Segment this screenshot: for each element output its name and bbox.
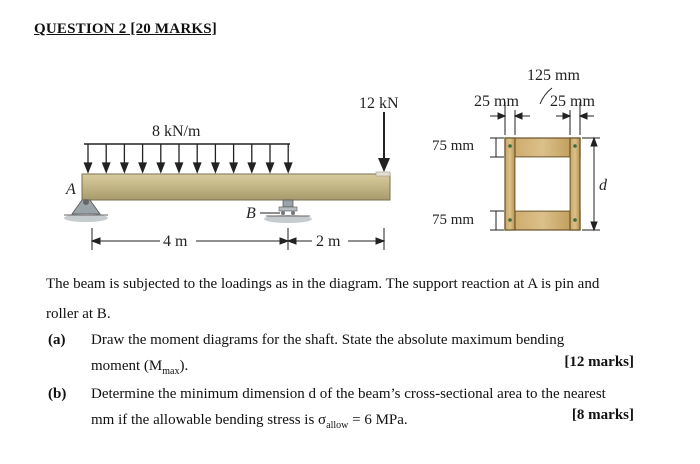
point-load-label: 12 kN (359, 95, 399, 112)
intro-line-1: The beam is subjected to the loadings as in the diagram. The support reaction at A is pin and (46, 276, 600, 292)
section-width-label: 125 mm (527, 67, 580, 84)
depth-markers-left (490, 138, 504, 230)
beam (82, 174, 390, 200)
question-heading: QUESTION 2 [20 MARKS] (34, 21, 217, 37)
part-a-label: (a) (48, 332, 66, 348)
udl-arrow-head (157, 163, 164, 172)
support-a-pin (64, 199, 108, 222)
depth-d-label: d (599, 177, 607, 194)
udl-arrow-head (248, 163, 255, 172)
flange-right-label: 25 mm (550, 93, 595, 110)
part-b-line-1: Determine the minimum dimension d of the beam’s cross-sectional area to the nearest (91, 386, 606, 402)
part-b-label: (b) (48, 386, 67, 402)
udl-arrow-head (194, 163, 201, 172)
udl-arrow-head (121, 163, 128, 172)
udl-arrow-head (139, 163, 146, 172)
support-b-label: B (246, 205, 256, 222)
part-a-marks: [12 marks] (564, 354, 634, 370)
span-1-label: 4 m (163, 233, 188, 250)
udl-arrow-head (103, 163, 110, 172)
distributed-load-label: 8 kN/m (152, 123, 201, 140)
udl-arrow-head (285, 163, 292, 172)
span-2-label: 2 m (316, 233, 341, 250)
udl-arrow-head (85, 163, 92, 172)
bottom-depth-label: 75 mm (432, 212, 475, 228)
part-a-text (91, 327, 636, 385)
udl-arrow-head (176, 163, 183, 172)
part-b-text (91, 381, 636, 439)
part-a-line-2: moment $(M_{max})$. (91, 358, 189, 377)
support-b-roller (264, 200, 312, 223)
udl-arrow-head (230, 163, 237, 172)
flange-left-label: 25 mm (474, 93, 519, 110)
udl-arrow-head (267, 163, 274, 172)
part-b-marks: [8 marks] (571, 407, 634, 423)
top-depth-label: 75 mm (432, 138, 475, 154)
cross-section (505, 138, 580, 230)
distributed-load (84, 144, 292, 172)
intro-line-2: roller at B. (46, 306, 111, 322)
part-a-line-1: Draw the moment diagrams for the shaft. State the absolute maximum bending (91, 332, 565, 348)
support-a-label: A (66, 181, 76, 198)
part-b-line-2: mm if the allowable bending stress is $\sigma_{allow} = 6$ MPa. (91, 412, 408, 431)
udl-arrow-head (212, 163, 219, 172)
depth-d-dimension (582, 138, 600, 230)
intro-paragraph (46, 272, 646, 327)
point-load-arrow (378, 112, 390, 172)
